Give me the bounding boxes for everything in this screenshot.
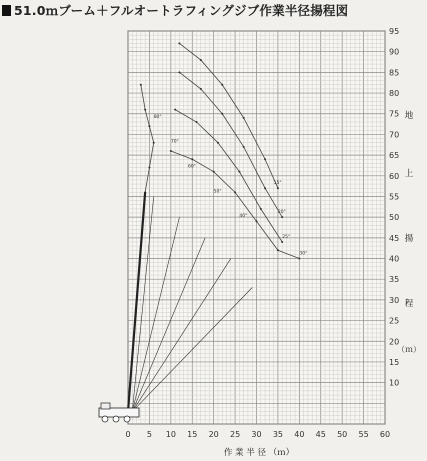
series-point xyxy=(243,117,245,119)
series-point xyxy=(298,258,300,260)
x-tick-label: 20 xyxy=(208,430,219,439)
y-tick-label: 65 xyxy=(389,151,400,161)
series-point xyxy=(281,216,283,218)
series-point xyxy=(178,42,180,44)
y-axis-label-char-2: 上 xyxy=(404,169,414,179)
y-axis-label-char-1: 地 xyxy=(404,111,414,121)
series-point xyxy=(178,71,180,73)
y-tick-label: 90 xyxy=(389,47,400,57)
y-tick-label: 55 xyxy=(389,192,400,202)
y-tick-label: 35 xyxy=(389,275,400,285)
series-point xyxy=(264,158,266,160)
y-tick-label: 45 xyxy=(389,233,400,243)
angle-label: 50° xyxy=(213,189,222,195)
x-tick-label: 25 xyxy=(229,430,241,439)
chart-title-text: 51.0ｍブーム＋フルオートラフィングジブ作業半径揚程図 xyxy=(14,3,349,18)
y-axis-label-char-4: 程 xyxy=(404,299,414,309)
y-tick-label: 10 xyxy=(389,378,400,388)
angle-label: 25° xyxy=(282,234,291,240)
x-tick-label: 5 xyxy=(146,430,152,439)
series-point xyxy=(234,191,236,193)
y-tick-label: 60 xyxy=(389,171,400,181)
series-point xyxy=(264,187,266,189)
y-tick-label: 25 xyxy=(389,316,400,326)
y-tick-label: 75 xyxy=(389,109,400,119)
y-axis-label-char-3: 揚 xyxy=(404,234,414,244)
series-point xyxy=(243,146,245,148)
series-point xyxy=(200,88,202,90)
series-point xyxy=(238,171,240,173)
angle-label: 70° xyxy=(170,139,179,145)
y-tick-label: 70 xyxy=(389,130,400,140)
angle-label: 20° xyxy=(277,210,286,216)
y-axis-unit: （ｍ） xyxy=(397,345,421,354)
angle-label: 15° xyxy=(273,181,282,187)
series-point xyxy=(221,84,223,86)
series-point xyxy=(200,59,202,61)
series-point xyxy=(277,187,279,189)
y-tick-label: 40 xyxy=(389,254,400,264)
x-tick-label: 15 xyxy=(187,430,198,439)
y-tick-label: 15 xyxy=(389,357,400,367)
x-tick-label: 40 xyxy=(294,430,305,439)
y-tick-label: 30 xyxy=(389,295,400,305)
angle-label: 40° xyxy=(239,214,248,220)
y-tick-label: 20 xyxy=(389,337,400,347)
x-tick-label: 0 xyxy=(125,430,131,439)
x-tick-label: 60 xyxy=(379,430,391,439)
series-point xyxy=(221,113,223,115)
y-tick-label: 95 xyxy=(389,27,400,36)
series-point xyxy=(213,171,215,173)
x-tick-label: 10 xyxy=(165,430,176,439)
x-tick-label: 45 xyxy=(315,430,326,439)
series-point xyxy=(281,241,283,243)
y-tick-label: 80 xyxy=(389,89,400,99)
x-tick-label: 55 xyxy=(358,430,369,439)
angle-label: 80° xyxy=(153,114,162,120)
series-point xyxy=(174,109,176,111)
series-point xyxy=(170,150,172,152)
series-point xyxy=(277,249,279,251)
series-point xyxy=(191,158,193,160)
grid xyxy=(128,31,385,424)
series-point xyxy=(217,142,219,144)
x-tick-label: 30 xyxy=(251,430,262,439)
y-tick-label: 50 xyxy=(389,213,400,223)
series-point xyxy=(144,109,146,111)
angle-label: 30° xyxy=(299,251,308,257)
x-tick-label: 35 xyxy=(272,430,284,439)
angle-label: 60° xyxy=(187,164,196,170)
y-tick-label: 85 xyxy=(389,68,400,78)
series-point xyxy=(260,208,262,210)
series-point xyxy=(148,167,150,169)
series-point xyxy=(148,125,150,127)
series-point xyxy=(196,121,198,123)
series-point xyxy=(256,220,258,222)
x-tick-label: 50 xyxy=(337,430,348,439)
series-point xyxy=(140,84,142,86)
series-point xyxy=(153,142,155,144)
x-axis-label: 作 業 半 径 （ｍ） xyxy=(223,448,295,458)
